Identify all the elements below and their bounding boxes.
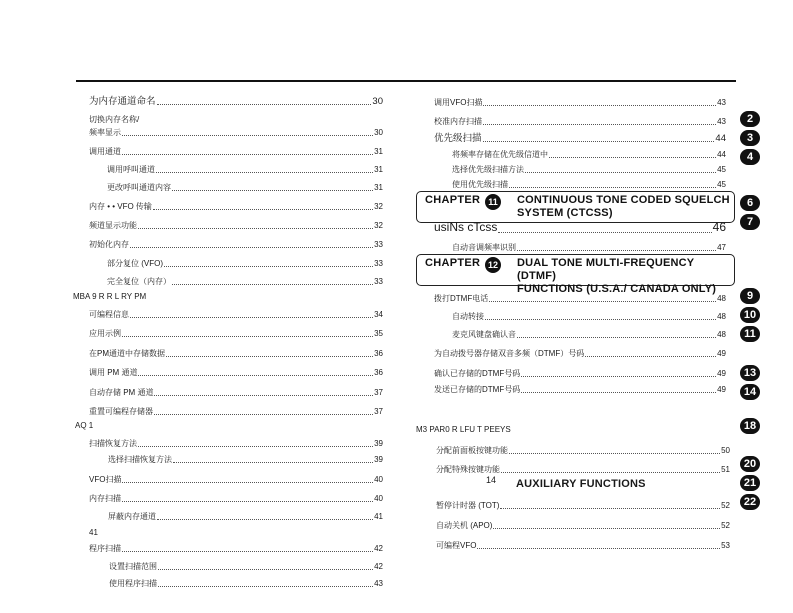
toc-leader	[549, 157, 716, 158]
toc-entry[interactable]	[89, 96, 383, 107]
toc-leader	[489, 301, 716, 302]
toc-leader	[154, 414, 373, 415]
toc-title: 调用 PM 通道	[89, 368, 138, 377]
toc-entry[interactable]	[434, 116, 726, 127]
toc-title: 自动存储 PM 通道	[89, 388, 154, 397]
toc-entry[interactable]	[436, 445, 730, 456]
toc-entry[interactable]	[452, 164, 726, 175]
toc-page: 31	[374, 183, 383, 192]
toc-page: 33	[374, 259, 383, 268]
toc-title: 为自动拨号器存储双音多频（DTMF）号码	[434, 349, 585, 358]
toc-entry[interactable]	[452, 149, 726, 160]
toc-leader	[477, 548, 720, 549]
toc-leader	[498, 232, 711, 233]
toc-leader	[157, 104, 372, 105]
toc-entry[interactable]	[89, 146, 383, 157]
toc-entry[interactable]	[89, 328, 383, 339]
toc-entry[interactable]	[109, 561, 383, 572]
toc-leader	[158, 569, 373, 570]
chapter-title	[517, 194, 730, 220]
chapter-title-line: SYSTEM (CTCSS)	[517, 207, 613, 219]
toc-page: 33	[374, 277, 383, 286]
toc-page: 48	[717, 312, 726, 321]
toc-title: 频率显示	[89, 128, 121, 137]
toc-page: 34	[374, 310, 383, 319]
toc-page: 48	[717, 330, 726, 339]
toc-page: 39	[374, 439, 383, 448]
toc-entry[interactable]	[89, 127, 383, 138]
toc-leader	[154, 395, 373, 396]
toc-title: 校准内存扫描	[434, 117, 482, 126]
toc-title: 使用程序扫描	[109, 579, 157, 588]
toc-leader	[166, 356, 373, 357]
toc-leader	[509, 187, 716, 188]
toc-page: 48	[717, 294, 726, 303]
toc-title: 更改呼叫通道内容	[107, 183, 171, 192]
toc-entry[interactable]	[109, 578, 383, 589]
chapter-tab[interactable]: 20	[740, 456, 760, 472]
toc-entry[interactable]	[107, 164, 383, 175]
toc-leader	[122, 336, 373, 337]
toc-leader	[172, 284, 373, 285]
chapter-heading	[416, 191, 735, 223]
toc-entry[interactable]	[89, 220, 383, 231]
toc-entry[interactable]	[89, 474, 383, 485]
chapter-tab[interactable]: 2	[740, 111, 760, 127]
toc-page: 43	[374, 579, 383, 588]
toc-title: 自动关机 (APO)	[436, 521, 493, 530]
chapter-title-line: DUAL TONE MULTI-FREQUENCY (DTMF)	[517, 257, 695, 282]
toc-leader	[485, 319, 716, 320]
toc-title: 切换内存名称/	[89, 115, 140, 124]
toc-title: 选择扫描恢复方法	[108, 455, 172, 464]
toc-entry[interactable]	[89, 406, 383, 417]
toc-title: 屏蔽内存通道	[108, 512, 156, 521]
toc-page: 35	[374, 329, 383, 338]
toc-page: 42	[374, 544, 383, 553]
toc-entry[interactable]	[89, 543, 383, 554]
toc-entry[interactable]	[89, 114, 383, 125]
garbled-text: MBA 9 R R L RY PM	[73, 292, 147, 301]
toc-page: 39	[374, 455, 383, 464]
toc-page: 45	[717, 180, 726, 189]
toc-page: 40	[374, 494, 383, 503]
header-rule	[76, 80, 736, 82]
chapter-number: 12	[485, 257, 501, 273]
toc-title: 将频率存储在优先级信道中	[452, 150, 548, 159]
chapter-tab[interactable]: 7	[740, 214, 760, 230]
chapter-tab[interactable]: 6	[740, 195, 760, 211]
toc-page: 36	[374, 368, 383, 377]
chapter-tab[interactable]: 3	[740, 130, 760, 146]
toc-title: 内存 • • VFO 传输	[89, 202, 152, 211]
toc-title: 调用呼叫通道	[107, 165, 155, 174]
toc-page: 42	[374, 562, 383, 571]
toc-leader	[122, 135, 373, 136]
toc-entry[interactable]	[89, 309, 383, 320]
chapter-number: 14	[486, 475, 497, 485]
toc-leader	[138, 228, 373, 229]
toc-leader	[517, 337, 716, 338]
toc-leader	[158, 586, 373, 587]
chapter-label: CHAPTER	[425, 257, 481, 269]
chapter-tab[interactable]: 4	[740, 149, 760, 165]
toc-page: 46	[712, 220, 726, 234]
garbled-text: M3 PAR0 R LFU T PEEYS	[416, 425, 511, 434]
chapter-tab[interactable]: 11	[740, 326, 760, 342]
toc-entry[interactable]	[434, 97, 726, 108]
toc-page: 44	[715, 133, 726, 144]
toc-page: 36	[374, 349, 383, 358]
toc-page: 49	[717, 369, 726, 378]
toc-title: 初始化内存	[89, 240, 129, 249]
toc-leader	[493, 528, 720, 529]
toc-title: 频道显示功能	[89, 221, 137, 230]
toc-entry[interactable]	[107, 182, 383, 193]
toc-page: 51	[721, 465, 730, 474]
toc-page: 49	[717, 385, 726, 394]
toc-leader	[156, 172, 373, 173]
toc-title: 暂停计时器 (TOT)	[436, 501, 500, 510]
toc-page: 53	[721, 541, 730, 550]
toc-title: 重置可编程存储器	[89, 407, 153, 416]
toc-entry[interactable]	[434, 348, 726, 359]
toc-leader	[525, 172, 716, 173]
toc-entry[interactable]	[108, 511, 383, 522]
toc-page: 52	[721, 521, 730, 530]
toc-page: 32	[374, 202, 383, 211]
chapter-title-line: FUNCTIONS (U.S.A./ CANADA ONLY)	[517, 283, 717, 295]
toc-title: VFO扫描	[89, 475, 122, 484]
chapter-tab[interactable]: 9	[740, 288, 760, 304]
toc-leader	[501, 472, 720, 473]
toc-page: 52	[721, 501, 730, 510]
toc-entry[interactable]	[434, 384, 726, 395]
toc-page: 49	[717, 349, 726, 358]
toc-page: 37	[374, 388, 383, 397]
toc-page: 30	[372, 96, 383, 107]
toc-leader	[173, 462, 373, 463]
toc-entry[interactable]	[434, 293, 726, 304]
toc-entry[interactable]	[452, 311, 726, 322]
toc-entry[interactable]	[452, 329, 726, 340]
toc-page: 33	[374, 240, 383, 249]
toc-entry[interactable]	[89, 201, 383, 212]
chapter-tab[interactable]: 10	[740, 307, 760, 323]
toc-leader	[483, 124, 716, 125]
toc-title: 分配前面板按键功能	[436, 446, 508, 455]
chapter-title-line: CONTINUOUS TONE CODED SQUELCH	[517, 194, 730, 206]
toc-entry[interactable]	[434, 133, 726, 144]
toc-page: 44	[717, 150, 726, 159]
chapter-heading	[416, 254, 735, 295]
toc-leader	[517, 250, 716, 251]
toc-title: 自动音调频率识别	[452, 243, 516, 252]
toc-entry[interactable]	[452, 242, 726, 253]
toc-leader	[130, 247, 373, 248]
toc-leader	[153, 209, 373, 210]
toc-title: 部分复位 (VFO)	[107, 259, 163, 268]
toc-leader	[164, 266, 373, 267]
toc-entry[interactable]	[436, 520, 730, 531]
toc-leader	[172, 190, 373, 191]
toc-title: 完全复位（内存）	[107, 277, 171, 286]
toc-entry[interactable]	[436, 464, 730, 475]
toc-title: 在PM通道中存储数据	[89, 349, 165, 358]
toc-title: 分配特殊按键功能	[436, 465, 500, 474]
toc-leader	[500, 508, 720, 509]
toc-page: 50	[721, 446, 730, 455]
toc-title: 为内存通道命名	[89, 96, 156, 107]
toc-page: 31	[374, 165, 383, 174]
toc-entry[interactable]	[89, 438, 383, 449]
toc-leader	[122, 482, 373, 483]
chapter-tab[interactable]: 21	[740, 475, 760, 491]
toc-title: 选择优先级扫描方法	[452, 165, 524, 174]
toc-title: 可编程VFO	[436, 541, 477, 550]
toc-entry[interactable]	[108, 454, 383, 465]
toc-leader	[483, 105, 716, 106]
toc-title: 调用VFO扫描	[434, 98, 483, 107]
chapter-tab[interactable]: 22	[740, 494, 760, 510]
toc-entry[interactable]	[89, 239, 383, 250]
toc-page: 43	[717, 117, 726, 126]
toc-page: 32	[374, 221, 383, 230]
toc-entry[interactable]	[436, 500, 730, 511]
toc-page: 45	[717, 165, 726, 174]
toc-leader	[585, 356, 716, 357]
toc-leader	[122, 501, 373, 502]
toc-entry[interactable]	[107, 258, 383, 269]
toc-title: 拨打DTMF电话	[434, 294, 489, 303]
toc-entry[interactable]	[434, 220, 726, 235]
toc-entry[interactable]	[436, 540, 730, 551]
toc-title: 程序扫描	[89, 544, 121, 553]
toc-title: 内存扫描	[89, 494, 121, 503]
toc-title: 调用通道	[89, 147, 121, 156]
toc-leader	[122, 154, 373, 155]
toc-title: 扫描恢复方法	[89, 439, 137, 448]
toc-leader	[509, 453, 720, 454]
chapter-title	[517, 257, 734, 296]
toc-title: usiNs cTcss	[434, 220, 498, 234]
toc-page: 47	[717, 243, 726, 252]
toc-entry[interactable]	[89, 493, 383, 504]
chapter-tab[interactable]: 14	[740, 384, 760, 400]
toc-entry[interactable]	[434, 368, 726, 379]
chapter-label: CHAPTER	[425, 194, 481, 206]
toc-leader	[521, 376, 716, 377]
toc-title: 自动转接	[452, 312, 484, 321]
toc-title: 41	[89, 528, 98, 537]
toc-entry[interactable]	[452, 179, 726, 190]
toc-title: 确认已存储的DTMF号码	[434, 369, 521, 378]
toc-page: 40	[374, 475, 383, 484]
toc-leader	[130, 317, 373, 318]
toc-page: 43	[717, 98, 726, 107]
toc-title: 可编程信息	[89, 310, 129, 319]
toc-leader	[138, 446, 373, 447]
toc-leader	[483, 141, 715, 142]
toc-entry[interactable]	[89, 527, 383, 538]
toc-title: 设置扫描范围	[109, 562, 157, 571]
toc-title: 应用示例	[89, 329, 121, 338]
chapter-tab[interactable]: 18	[740, 418, 760, 434]
toc-leader	[157, 519, 373, 520]
toc-page: 41	[374, 512, 383, 521]
toc-entry[interactable]	[89, 367, 383, 378]
chapter-tab[interactable]: 13	[740, 365, 760, 381]
toc-title: 优先级扫描	[434, 133, 482, 144]
toc-title: 发送已存储的DTMF号码	[434, 385, 521, 394]
toc-title: 麦克风键盘确认音	[452, 330, 516, 339]
toc-entry[interactable]	[89, 387, 383, 398]
toc-page: 37	[374, 407, 383, 416]
toc-leader	[521, 392, 716, 393]
toc-leader	[122, 551, 373, 552]
chapter-title: AUXILIARY FUNCTIONS	[516, 478, 646, 490]
toc-page: 31	[374, 147, 383, 156]
toc-leader	[138, 375, 373, 376]
chapter-number: 11	[485, 194, 501, 210]
toc-title: 使用优先级扫描	[452, 180, 508, 189]
garbled-text: AQ 1	[75, 421, 94, 430]
toc-page: 30	[374, 128, 383, 137]
toc-entry[interactable]	[107, 276, 383, 287]
toc-entry[interactable]	[89, 348, 383, 359]
